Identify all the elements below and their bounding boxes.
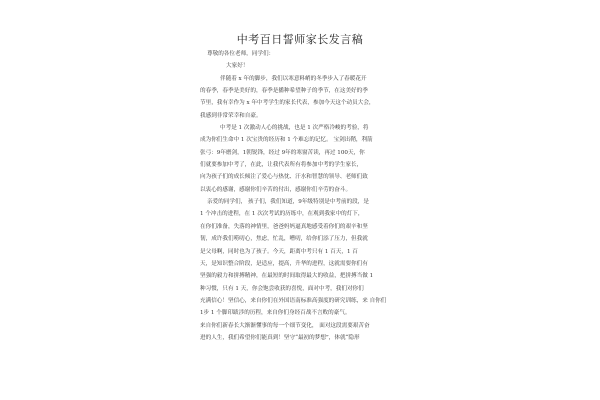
paragraph-line: 是父母啊，同时也为了孩子。今天，距离中考只有 1 百天，1 百 <box>200 248 358 255</box>
paragraph-line: 坚强的毅力和拼搏精神，在最短的时间取得最大的收益，把拼搏当做 1 <box>200 273 374 280</box>
paragraph-line: 天，是知识整合阶段，是适应，提高，升华的进程，这就需要你们有 <box>200 260 368 267</box>
paragraph-line: 中考是 1 次激动人心的挑战，也是 1 次严格冷峻的考验，将 <box>220 125 369 132</box>
paragraph-line: 1步 1 个脚印跋涉的历程，来自你们身经百战不言败的豪气。 <box>200 310 351 317</box>
paragraph-line: 们就要参加中考了，在此，让我代表所有将参加中考的学生家长， <box>200 162 363 169</box>
paragraph-line: 亲爱的同学们， 孩子们，我们知道，9年级特别是中考前的段，是 <box>207 199 369 206</box>
greeting-line: 大家好！ <box>226 63 249 70</box>
paragraph-line: 韧，成许我们唠叨心，焦虑，忙乱，嘈叨，给你们添了压力，但我就 <box>200 236 368 243</box>
salutation-line: 尊敬的各位老师，同学们： <box>207 51 275 57</box>
paragraph-line: 伴随着 x 年的脚步，我们以寒意料峭的冬季步入了春暖花开 <box>220 75 367 82</box>
paragraph-line: 的春季，春季是美好的，春季是播种希望种子的季节，在这美好的季 <box>200 88 368 95</box>
paragraph-line: 以衷心的感谢，感谢你们辛苦的付出，感谢你们辛劳的奋斗。 <box>200 186 352 193</box>
paragraph-line: 张弓：9年磨剑，1朝锐锋，经过 9年的寒窗苦读，再过 100天，你 <box>200 149 365 156</box>
paragraph-line: 进的人生，我们希望你们能真到！坚守“最初的梦想”，体就“隐形 <box>200 334 360 341</box>
document-body <box>200 48 415 344</box>
paragraph-line: 向为孩子们的成长倾注了爱心与热忱、汗水和智慧的领导、老师们致 <box>200 174 368 181</box>
paragraph-line: 来自你们新春长大渐渐懂事的每一个细节变化， 面对这段需要艰苦奋 <box>200 322 370 329</box>
paragraph-line: 1 个冲击的进程，在 1 次次考试的历练中，在观到我家中的灯下， <box>200 211 364 218</box>
paragraph-line: 成为你们生命中 1 次宝贵的经历和 1 个难忘的记忆。 宝剑出鞘，利箭 <box>200 137 373 144</box>
paragraph-line: 节里，我有幸作为 x 年中考学生的家长代表，参加今天这个动员大会， <box>200 100 375 107</box>
document-title: 中考百日誓师家长发言稿 <box>236 33 364 46</box>
paragraph-line: 在你们准备，失落的神情里，爸爸妈妈逼真地感受着你们的艰辛和坚 <box>200 223 368 230</box>
paragraph-line: 种习惯，只有 1 天，你会饱尝收获的喜悦，面对中考，我们对你们 <box>200 285 364 292</box>
paragraph-line: 我感到非常荣幸和自豪。 <box>200 112 262 119</box>
paragraph-line: 充满信心！坚信心，来自你们在外国语南标准高强度的研究训练，来 自你们 <box>200 297 387 304</box>
